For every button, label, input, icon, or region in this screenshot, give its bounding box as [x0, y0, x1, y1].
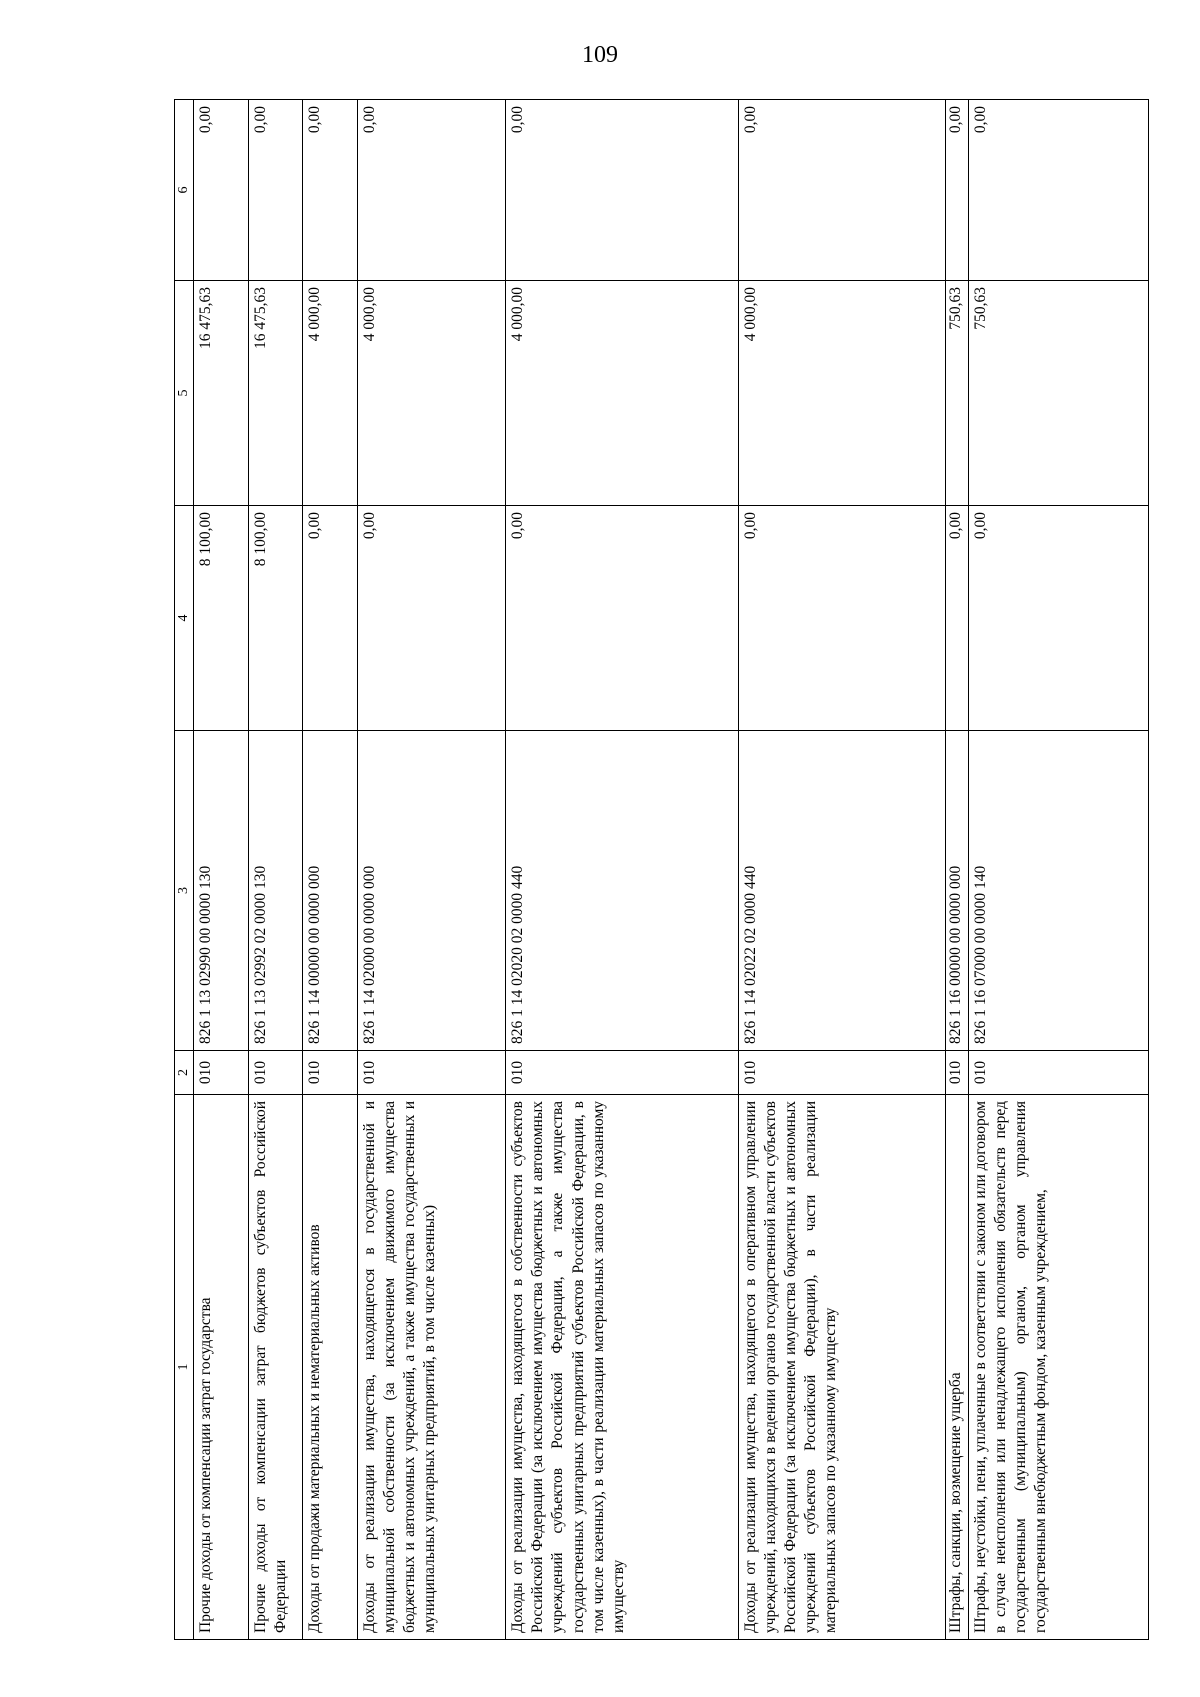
table-row [945, 100, 968, 1640]
row-col4-value: 0,00 [303, 506, 357, 731]
row-col5-value: 4 000,00 [506, 281, 738, 506]
header-col-5: 5 [175, 281, 194, 506]
table-row [357, 100, 506, 1640]
row-col5-value: 4 000,00 [738, 281, 945, 506]
table-row [738, 100, 945, 1640]
header-row [175, 100, 194, 1640]
row-col5-value: 750,63 [945, 281, 968, 506]
row-budget-code: 826 1 13 02992 02 0000 130 [248, 731, 302, 1051]
revenue-table [174, 99, 1149, 1640]
row-name: Доходы от реализации имущества, находящегося в государственной и муниципальной собственности (за исключением движимого имущества бюджетных и автономных учреждений, а также имущества государственных и муниципальных унитарных предприятий, в том числе казенных) [357, 1095, 506, 1640]
row-line-code: 010 [248, 1051, 302, 1095]
row-col6-value: 0,00 [945, 100, 968, 281]
row-line-code: 010 [945, 1051, 968, 1095]
row-name: Доходы от реализации имущества, находящегося в собственности субъектов Российской Федерации (за исключением имущества бюджетных и автономных учреждений субъектов Российской Федерации, а также имущества государственных унитарных предприятий субъектов Российской Федерации, в том числе казенных), в части реализации материальных запасов по указанному имуществу [506, 1095, 738, 1640]
row-col5-value: 4 000,00 [303, 281, 357, 506]
row-col6-value: 0,00 [194, 100, 248, 281]
row-budget-code: 826 1 14 00000 00 0000 000 [303, 731, 357, 1051]
row-name: Прочие доходы от компенсации затрат бюджетов субъектов Российской Федерации [248, 1095, 302, 1640]
page-number: 109 [582, 42, 618, 68]
row-col4-value: 0,00 [968, 506, 1148, 731]
table-row [506, 100, 738, 1640]
header-col-1: 1 [175, 1095, 194, 1640]
row-col6-value: 0,00 [303, 100, 357, 281]
row-col4-value: 8 100,00 [194, 506, 248, 731]
header-col-4: 4 [175, 506, 194, 731]
row-name: Штрафы, санкции, возмещение ущерба [945, 1095, 968, 1640]
row-col5-value: 750,63 [968, 281, 1148, 506]
table-row [194, 100, 248, 1640]
row-name: Штрафы, неустойки, пени, уплаченные в соответствии с законом или договором в случае неисполнения или ненадлежащего исполнения обязательств перед государственным (муниципальным) органом, органом управления государственным внебюджетным фондом, казенным учреждением, [968, 1095, 1148, 1640]
row-col5-value: 16 475,63 [194, 281, 248, 506]
rotated-table-container [174, 100, 1149, 1640]
row-budget-code: 826 1 14 02000 00 0000 000 [357, 731, 506, 1051]
table-row [968, 100, 1148, 1640]
row-col6-value: 0,00 [357, 100, 506, 281]
row-budget-code: 826 1 16 07000 00 0000 140 [968, 731, 1148, 1051]
table-row [248, 100, 302, 1640]
row-name: Доходы от продажи материальных и нематериальных активов [303, 1095, 357, 1640]
row-budget-code: 826 1 13 02990 00 0000 130 [194, 731, 248, 1051]
row-budget-code: 826 1 14 02020 02 0000 440 [506, 731, 738, 1051]
row-name: Доходы от реализации имущества, находящегося в оперативном управлении учреждений, находящихся в ведении органов государственной власти субъектов Российской Федерации (за исключением имущества бюджетных и автономных учреждений субъектов Российской Федерации), в части реализации материальных запасов по указанному имуществу [738, 1095, 945, 1640]
row-col4-value: 0,00 [945, 506, 968, 731]
row-col5-value: 16 475,63 [248, 281, 302, 506]
row-col4-value: 8 100,00 [248, 506, 302, 731]
row-name: Прочие доходы от компенсации затрат государства [194, 1095, 248, 1640]
row-col4-value: 0,00 [506, 506, 738, 731]
row-col6-value: 0,00 [506, 100, 738, 281]
row-col6-value: 0,00 [738, 100, 945, 281]
header-col-6: 6 [175, 100, 194, 281]
row-col5-value: 4 000,00 [357, 281, 506, 506]
row-budget-code: 826 1 16 00000 00 0000 000 [945, 731, 968, 1051]
row-col4-value: 0,00 [738, 506, 945, 731]
row-line-code: 010 [968, 1051, 1148, 1095]
row-col4-value: 0,00 [357, 506, 506, 731]
row-line-code: 010 [303, 1051, 357, 1095]
table-row [303, 100, 357, 1640]
header-col-3: 3 [175, 731, 194, 1051]
row-line-code: 010 [738, 1051, 945, 1095]
header-col-2: 2 [175, 1051, 194, 1095]
row-budget-code: 826 1 14 02022 02 0000 440 [738, 731, 945, 1051]
row-line-code: 010 [506, 1051, 738, 1095]
row-col6-value: 0,00 [248, 100, 302, 281]
row-col6-value: 0,00 [968, 100, 1148, 281]
row-line-code: 010 [194, 1051, 248, 1095]
row-line-code: 010 [357, 1051, 506, 1095]
